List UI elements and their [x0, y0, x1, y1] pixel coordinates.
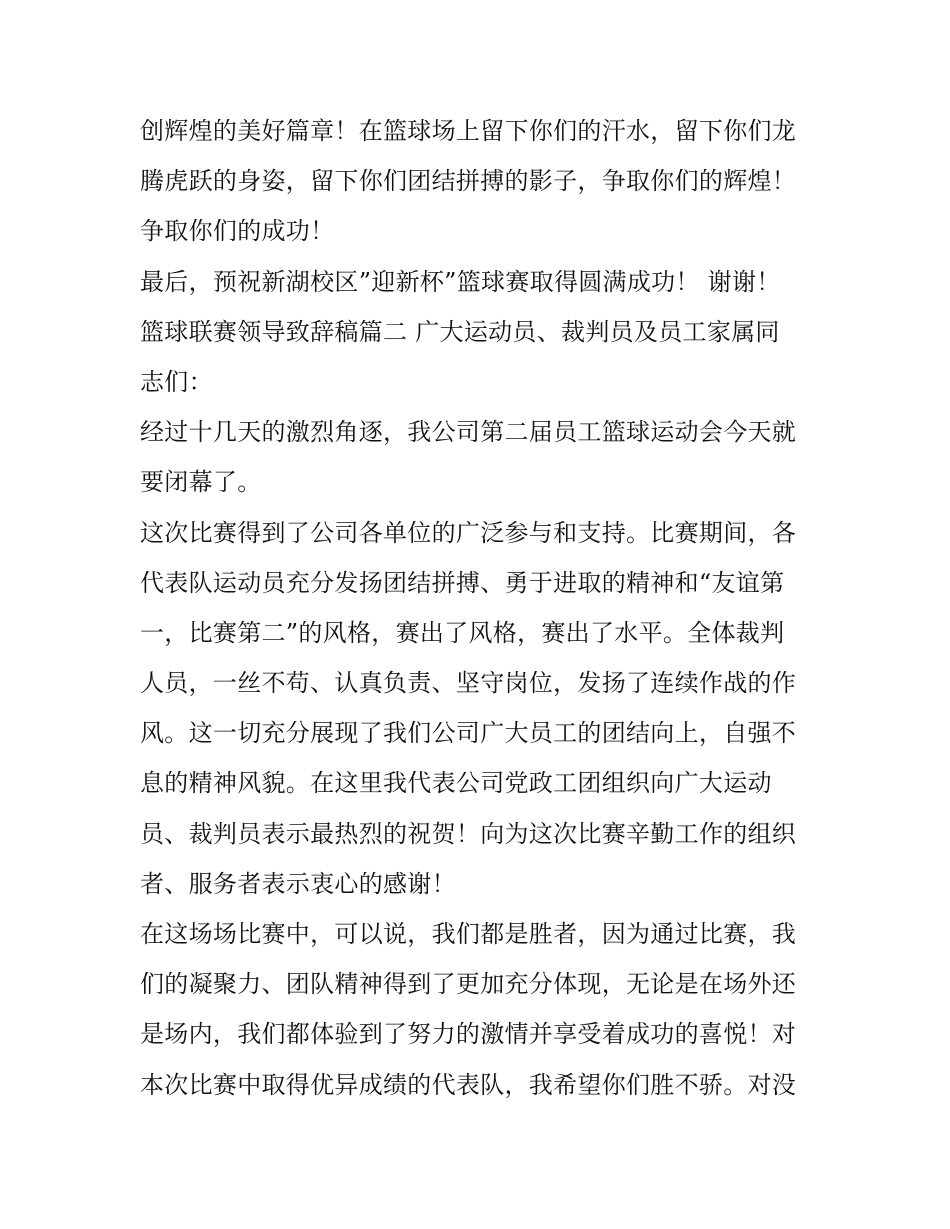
text-line: 在这场场比赛中，可以说，我们都是胜者，因为通过比赛，我	[140, 920, 797, 948]
text-line: 本次比赛中取得优异成绩的代表队，我希望你们胜不骄。对没	[140, 1070, 797, 1099]
document-body	[140, 106, 820, 1110]
text-line: 员、裁判员表示最热烈的祝贺！向为这次比赛辛勤工作的组织	[140, 819, 797, 848]
text-line: 代表队运动员充分发扬团结拼搏、勇于进取的精神和“友谊第	[140, 568, 785, 597]
text-line: 志们：	[140, 367, 213, 396]
text-line: 是场内，我们都体验到了努力的激情并享受着成功的喜悦！对	[140, 1020, 797, 1049]
text-line: 息的精神风貌。在这里我代表公司党政工团组织向广大运动	[140, 769, 772, 798]
text-line: 腾虎跃的身姿，留下你们团结拼搏的影子，争取你们的辉煌！	[140, 167, 797, 196]
text-line: 们的凝聚力、团队精神得到了更加充分体现，无论是在场外还	[140, 970, 797, 999]
text-line: 风。这一切充分展现了我们公司广大员工的团结向上，自强不	[140, 719, 797, 748]
text-line: 争取你们的成功！	[140, 217, 335, 246]
text-line: 要闭幕了。	[140, 468, 262, 497]
text-line: 者、服务者表示衷心的感谢！	[140, 869, 456, 898]
text-line: 经过十几天的激烈角逐，我公司第二届员工篮球运动会今天就	[140, 418, 797, 447]
text-line: 这次比赛得到了公司各单位的广泛参与和支持。比赛期间，各	[140, 518, 797, 547]
text-line: 创辉煌的美好篇章！在篮球场上留下你们的汗水，留下你们龙	[140, 117, 797, 145]
text-line: 一，比赛第二”的风格，赛出了风格，赛出了水平。全体裁判	[140, 618, 785, 647]
text-line: 最后，预祝新湖校区”迎新杯”篮球赛取得圆满成功！ 谢谢！	[140, 267, 781, 296]
text-line: 人员，一丝不苟、认真负责、坚守岗位，发扬了连续作战的作	[140, 669, 797, 698]
text-line: 篮球联赛领导致辞稿篇二 广大运动员、裁判员及员工家属同	[140, 317, 780, 346]
